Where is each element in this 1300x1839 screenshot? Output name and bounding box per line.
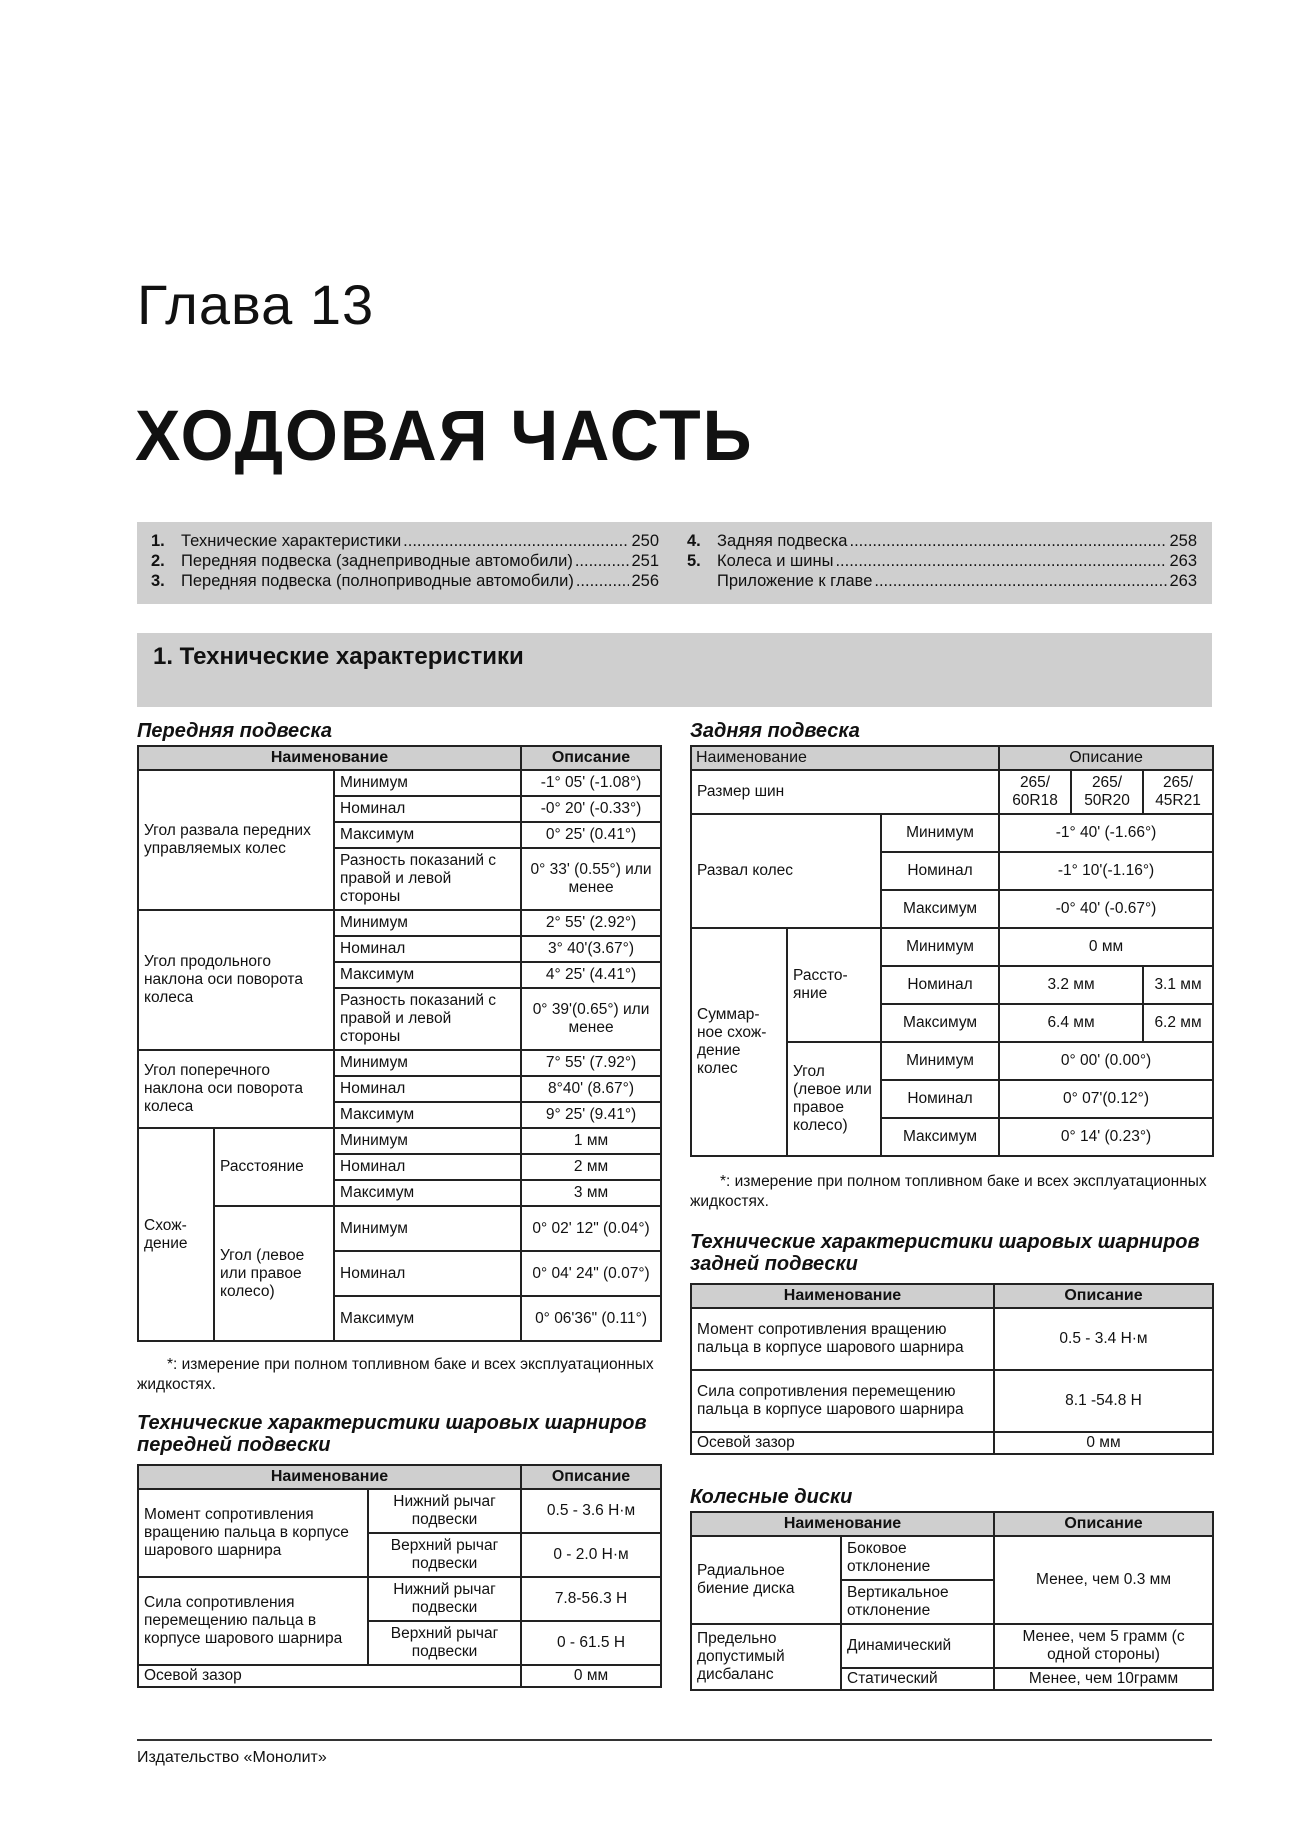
param-value: 2 мм (521, 1154, 661, 1180)
rear-camber-label: Развал колес (691, 814, 881, 928)
param-name: Номинал (881, 966, 999, 1004)
param-name: Номинал (881, 1080, 999, 1118)
dynamic-label: Динамический (841, 1624, 994, 1668)
param-value: 3.2 мм (999, 966, 1143, 1004)
toc-left-column (151, 531, 659, 591)
front-suspension-table (137, 745, 662, 1342)
param-value: 0° 39'(0.65°) или менее (521, 988, 661, 1050)
param-value-alt: 6.2 мм (1143, 1004, 1213, 1042)
param-value: 8.1 -54.8 Н (994, 1370, 1213, 1432)
moment-label: Момент сопротивления вращению пальца в корпусе шарового шарнира (138, 1489, 368, 1577)
footer-divider (137, 1739, 1212, 1741)
runout-label: Радиальное биение диска (691, 1536, 841, 1624)
col-header-name: Наименование (691, 1284, 994, 1308)
param-name: Момент сопротивления вращению пальца в корпусе шарового шарнира (691, 1308, 994, 1370)
param-value: 0° 14' (0.23°) (999, 1118, 1213, 1156)
param-value-alt: 3.1 мм (1143, 966, 1213, 1004)
runout-vertical: Вертикальное отклонение (841, 1580, 994, 1624)
param-value: -1° 40' (-1.66°) (999, 814, 1213, 852)
param-name: Минимум (334, 1206, 521, 1251)
col-header-name: Наименование (691, 746, 999, 770)
param-value: 2° 55' (2.92°) (521, 910, 661, 936)
chapter-title: ХОДОВАЯ ЧАСТЬ (135, 396, 754, 476)
toc-entry[interactable]: 3. Передняя подвеска (полноприводные автомобили) ..... 256 (151, 571, 659, 591)
param-name: Максимум (334, 1102, 521, 1128)
dynamic-value: Менее, чем 5 грамм (с одной стороны) (994, 1624, 1213, 1668)
toc-entry[interactable]: 4. Задняя подвеска ..... 258 (687, 531, 1197, 551)
param-value: 0° 07'(0.12°) (999, 1080, 1213, 1118)
param-name: Верхний рычаг подвески (368, 1533, 521, 1577)
param-value: 0.5 - 3.4 Н·м (994, 1308, 1213, 1370)
wheels-heading: Колесные диски (690, 1486, 853, 1508)
param-value: 0° 33' (0.55°) или менее (521, 848, 661, 910)
toc-entry[interactable]: 5. Колеса и шины ..... 263 (687, 551, 1197, 571)
param-value: 0° 06'36" (0.11°) (521, 1296, 661, 1341)
param-name: Минимум (334, 770, 521, 796)
toc-entry[interactable]: 1. Технические характеристики ..... 250 (151, 531, 659, 551)
param-name: Минимум (334, 1050, 521, 1076)
section-header (137, 633, 1212, 707)
param-name: Нижний рычаг подвески (368, 1489, 521, 1533)
param-name: Максимум (334, 1180, 521, 1206)
kpi-label: Угол поперечного наклона оси поворота колеса (138, 1050, 334, 1128)
front-note: *: измерение при полном топливном баке и всех эксплуатационных жидкостях. (137, 1356, 654, 1393)
param-name: Номинал (334, 796, 521, 822)
param-name: Минимум (881, 814, 999, 852)
param-value: 3° 40'(3.67°) (521, 936, 661, 962)
rear-note: *: измерение при полном топливном баке и всех эксплуатационных жидкостях. (690, 1173, 1207, 1210)
tire-size-label: Размер шин (691, 770, 999, 814)
param-value: -1° 10'(-1.16°) (999, 852, 1213, 890)
param-value: 6.4 мм (999, 1004, 1143, 1042)
param-value: 0° 00' (0.00°) (999, 1042, 1213, 1080)
front-ball-joints-heading: Технические характеристики шаровых шарниров передней подвески (137, 1412, 647, 1456)
param-name: Номинал (881, 852, 999, 890)
front-suspension-heading: Передняя подвеска (137, 720, 333, 742)
axial-label: Осевой зазор (138, 1665, 521, 1687)
param-name: Номинал (334, 1251, 521, 1296)
col-header-desc: Описание (994, 1512, 1213, 1536)
toe-distance-label: Расстояние (214, 1128, 334, 1206)
rear-ball-joints-table (690, 1283, 1214, 1455)
rear-suspension-table (690, 745, 1214, 1157)
param-name: Номинал (334, 1154, 521, 1180)
param-value: 3 мм (521, 1180, 661, 1206)
param-name: Осевой зазор (691, 1432, 994, 1454)
wheels-table (690, 1511, 1214, 1691)
col-header-name: Наименование (691, 1512, 994, 1536)
toc-entry[interactable]: 2. Передняя подвеска (заднеприводные автомобили) ..... 251 (151, 551, 659, 571)
param-value: 4° 25' (4.41°) (521, 962, 661, 988)
col-header-name: Наименование (138, 1465, 521, 1489)
param-name: Максимум (334, 822, 521, 848)
param-value: 8°40' (8.67°) (521, 1076, 661, 1102)
rear-ball-joints-heading: Технические характеристики шаровых шарниров задней подвески (690, 1231, 1200, 1275)
static-value: Менее, чем 10грамм (994, 1668, 1213, 1690)
rear-toe-label: Суммар-ное схож-дение колес (691, 928, 787, 1156)
param-value: -1° 05' (-1.08°) (521, 770, 661, 796)
param-name: Нижний рычаг подвески (368, 1577, 521, 1621)
front-ball-joints-table (137, 1464, 662, 1688)
param-value: 7.8-56.3 Н (521, 1577, 661, 1621)
param-value: 0° 25' (0.41°) (521, 822, 661, 848)
param-value: 1 мм (521, 1128, 661, 1154)
param-name: Максимум (881, 1118, 999, 1156)
runout-lateral: Боковое отклонение (841, 1536, 994, 1580)
param-name: Минимум (334, 910, 521, 936)
param-value: -0° 40' (-0.67°) (999, 890, 1213, 928)
chapter-label: Глава 13 (137, 273, 375, 336)
param-value: 7° 55' (7.92°) (521, 1050, 661, 1076)
param-value: 0 - 61.5 Н (521, 1621, 661, 1665)
rear-toe-angle-label: Угол (левое или правое колесо) (787, 1042, 881, 1156)
runout-value: Менее, чем 0.3 мм (994, 1536, 1213, 1624)
param-name: Максимум (881, 1004, 999, 1042)
force-label: Сила сопротивления перемещению пальца в корпусе шарового шарнира (138, 1577, 368, 1665)
col-header-desc: Описание (994, 1284, 1213, 1308)
imbalance-label: Предельно допустимый дисбаланс (691, 1624, 841, 1690)
col-header-name: Наименование (138, 746, 521, 770)
tire-size: 265/ 50R20 (1071, 770, 1143, 814)
param-name: Максимум (334, 1296, 521, 1341)
section-title: 1. Технические характеристики (153, 643, 524, 670)
param-name: Верхний рычаг подвески (368, 1621, 521, 1665)
param-name: Сила сопротивления перемещению пальца в корпусе шарового шарнира (691, 1370, 994, 1432)
param-value: 9° 25' (9.41°) (521, 1102, 661, 1128)
table-of-contents (137, 522, 1212, 604)
param-value: 0° 02' 12" (0.04°) (521, 1206, 661, 1251)
param-name: Разность показаний с правой и левой стороны (334, 988, 521, 1050)
param-name: Минимум (334, 1128, 521, 1154)
toc-entry[interactable]: Приложение к главе ..... 263 (687, 571, 1197, 591)
rear-suspension-heading: Задняя подвеска (690, 720, 860, 742)
col-header-desc: Описание (999, 746, 1213, 770)
publisher-footer: Издательство «Монолит» (137, 1749, 327, 1766)
rear-toe-distance-label: Рассто-яние (787, 928, 881, 1042)
axial-value: 0 мм (521, 1665, 661, 1687)
toe-angle-label: Угол (левое или правое колесо) (214, 1206, 334, 1341)
param-name: Номинал (334, 1076, 521, 1102)
col-header-desc: Описание (521, 746, 661, 770)
static-label: Статический (841, 1668, 994, 1690)
camber-label: Угол развала передних управляемых колес (138, 770, 334, 910)
param-name: Разность показаний с правой и левой стороны (334, 848, 521, 910)
param-value: 0 мм (994, 1432, 1213, 1454)
param-value: 0 мм (999, 928, 1213, 966)
param-name: Максимум (334, 962, 521, 988)
param-name: Минимум (881, 928, 999, 966)
param-value: 0 - 2.0 Н·м (521, 1533, 661, 1577)
tire-size: 265/ 45R21 (1143, 770, 1213, 814)
param-value: 0° 04' 24" (0.07°) (521, 1251, 661, 1296)
param-value: 0.5 - 3.6 Н·м (521, 1489, 661, 1533)
param-name: Максимум (881, 890, 999, 928)
toc-right-column (687, 531, 1197, 591)
param-value: -0° 20' (-0.33°) (521, 796, 661, 822)
param-name: Минимум (881, 1042, 999, 1080)
col-header-desc: Описание (521, 1465, 661, 1489)
tire-size: 265/ 60R18 (999, 770, 1071, 814)
toe-label: Схож-дение (138, 1128, 214, 1341)
param-name: Номинал (334, 936, 521, 962)
caster-label: Угол продольного наклона оси поворота колеса (138, 910, 334, 1050)
